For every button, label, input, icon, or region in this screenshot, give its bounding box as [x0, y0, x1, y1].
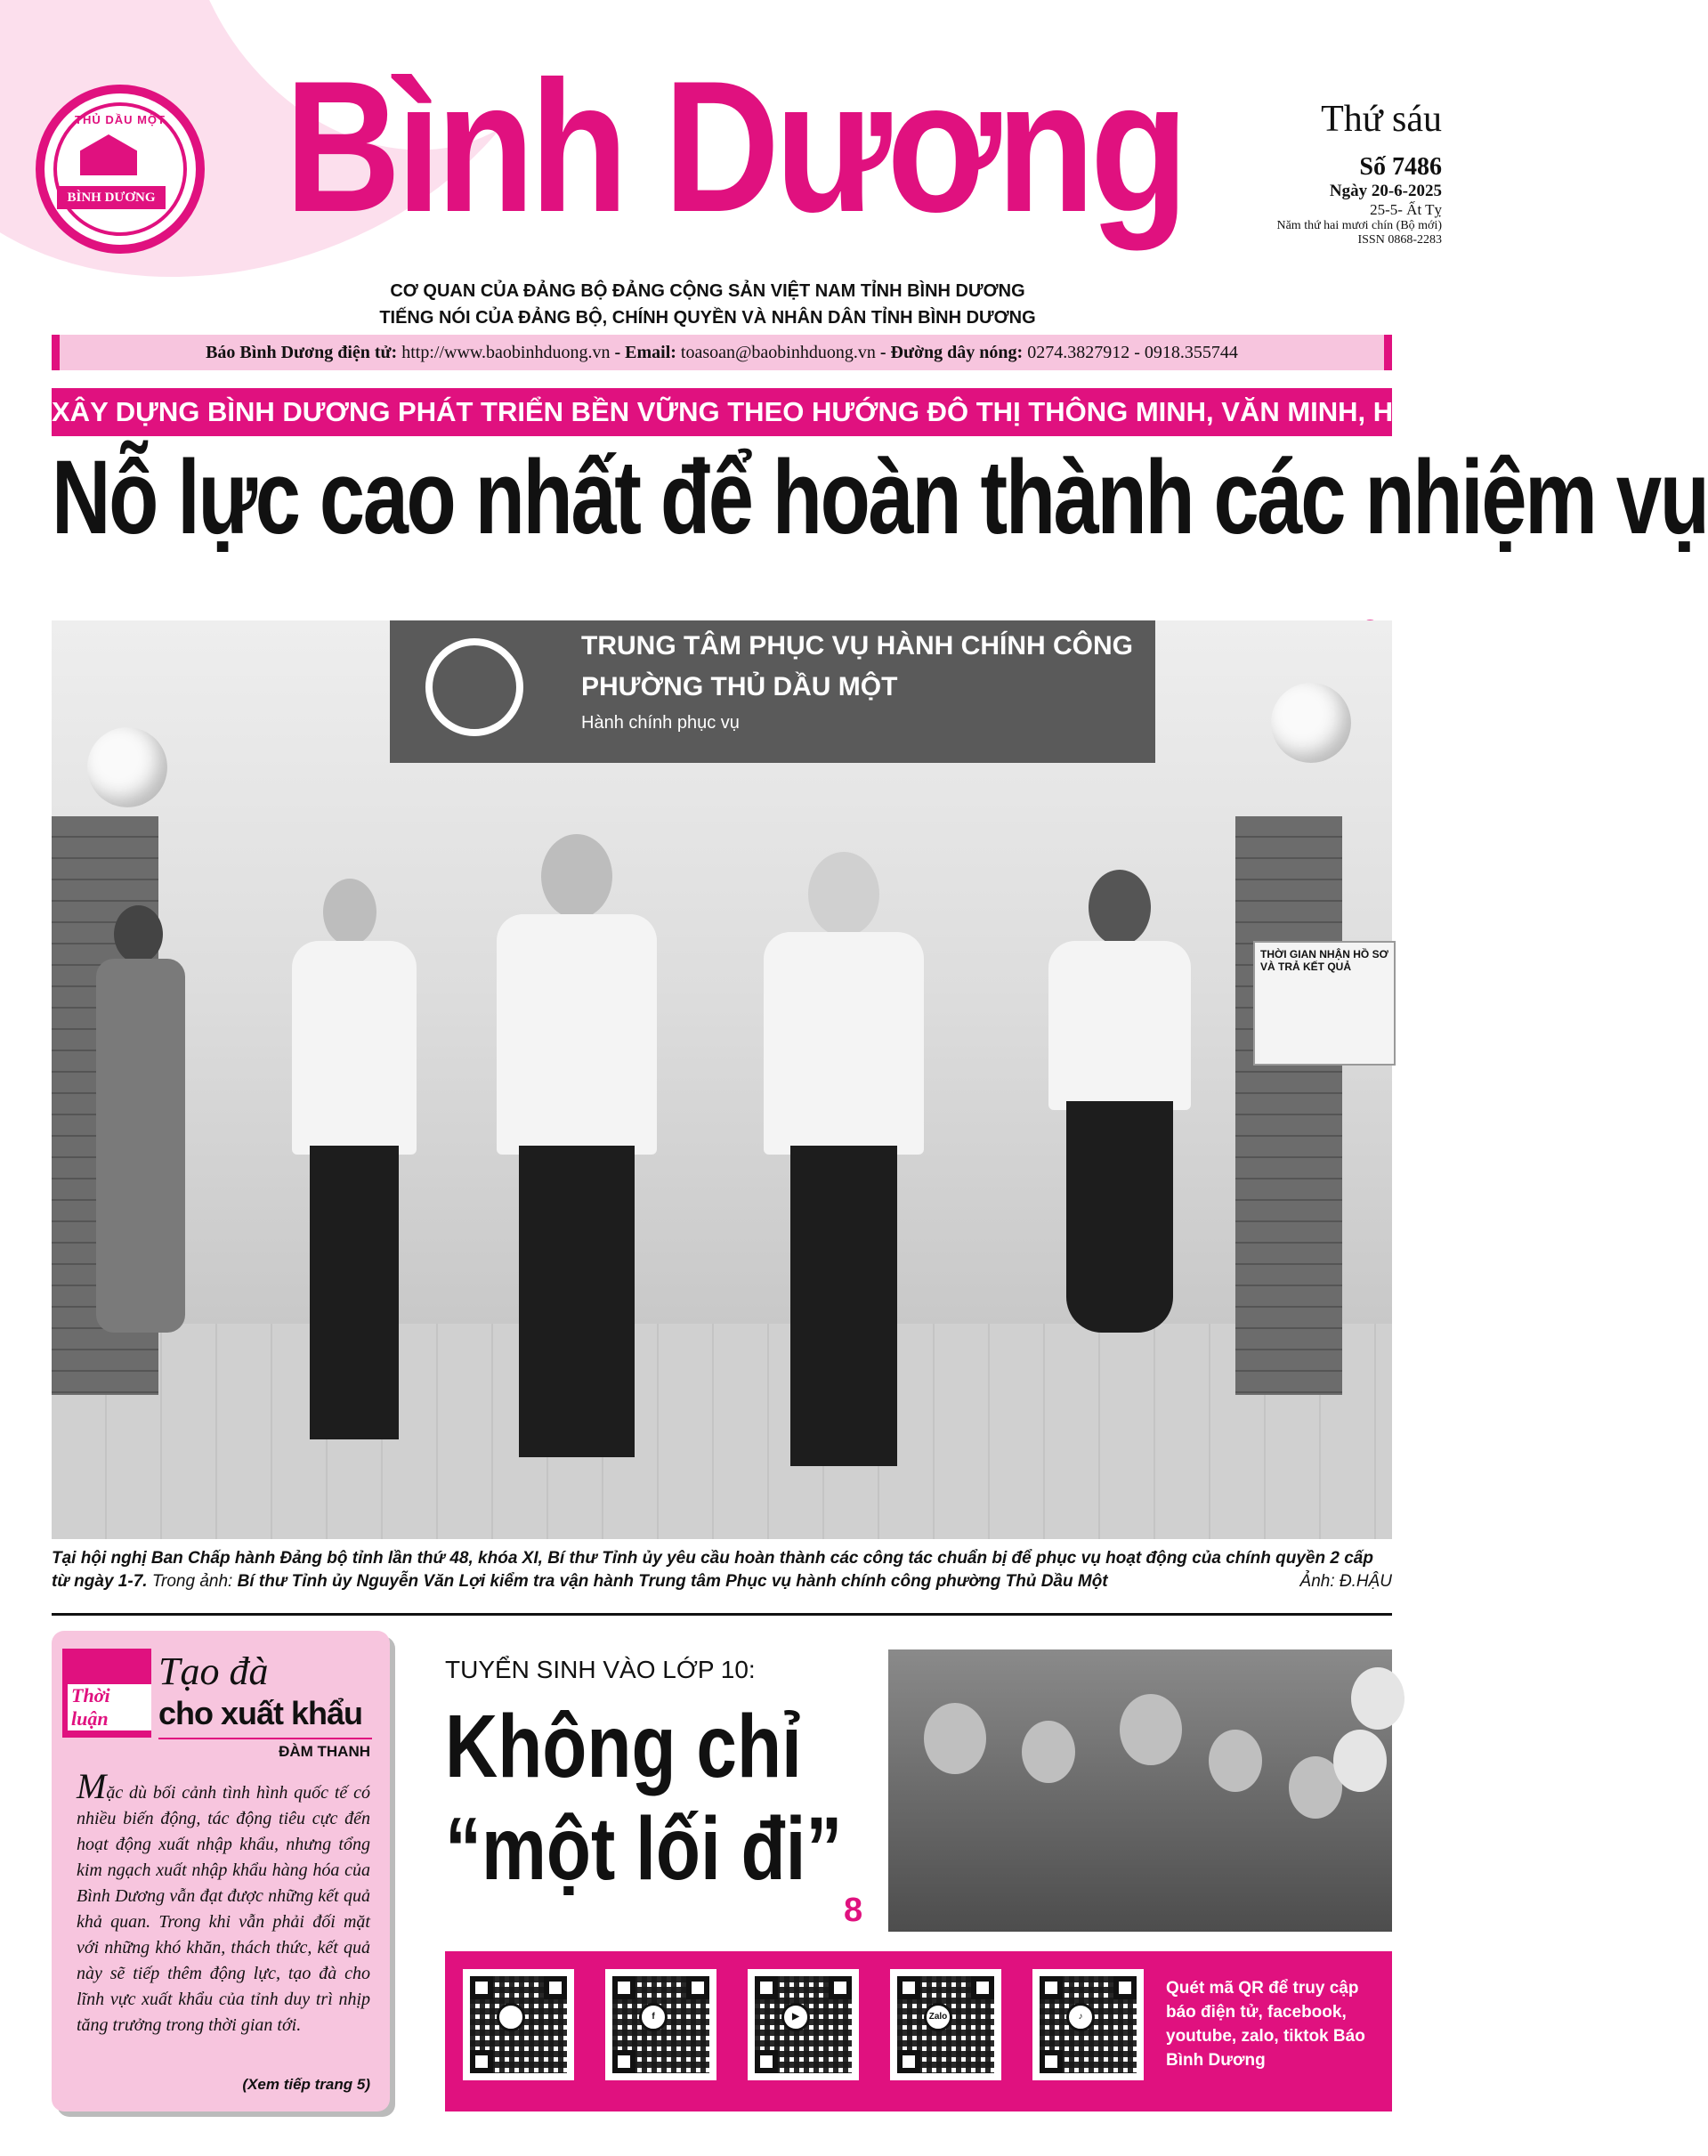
email-link[interactable]: toasoan@baobinhduong.vn — [680, 343, 876, 362]
qr-code-zalo[interactable] — [890, 1969, 1001, 2080]
hotline-label: - Đường dây nóng: — [879, 343, 1024, 362]
qr-strip — [445, 1951, 1392, 2111]
banner-line-1: TRUNG TÂM PHỤC VỤ HÀNH CHÍNH CÔNG — [581, 631, 1133, 661]
notice-board: THỜI GIAN NHẬN HỒ SƠ VÀ TRẢ KẾT QUẢ — [1253, 941, 1396, 1066]
caption-label: Trong ảnh: — [151, 1572, 233, 1591]
photo-floor — [52, 1324, 1392, 1539]
qr-code-tiktok[interactable] — [1032, 1969, 1144, 2080]
lead-headline[interactable]: Nỗ lực cao nhất để hoàn thành các nhiệm vụ — [52, 439, 1708, 556]
enrollment-page-ref[interactable]: 8 — [844, 1892, 863, 1929]
qr-code-website[interactable] — [463, 1969, 574, 2080]
column-title-line-1: Tạo đà — [158, 1649, 269, 1693]
agency-lines — [285, 278, 1130, 331]
opinion-column[interactable] — [52, 1631, 390, 2111]
zalo-icon: Zalo — [924, 2003, 952, 2031]
banner-line-3: Hành chính phục vụ — [581, 713, 740, 733]
star-emblem-icon — [425, 638, 523, 736]
brick-pillar-right — [1235, 816, 1342, 1395]
lamp-globe-left — [87, 727, 167, 807]
column-author: ĐÀM THANH — [279, 1743, 370, 1760]
e-paper-label: Báo Bình Dương điện tử: — [206, 343, 398, 362]
issue-number: Số 7486 — [1359, 153, 1442, 181]
contact-bar — [52, 335, 1392, 370]
service-center-banner — [390, 620, 1155, 763]
issue-issn: ISSN 0868-2283 — [1357, 233, 1442, 247]
enrollment-headline[interactable] — [445, 1696, 842, 1901]
column-continued-link[interactable]: (Xem tiếp trang 5) — [242, 2076, 370, 2093]
lamp-globe-right — [1271, 683, 1351, 763]
issue-date: Ngày 20-6-2025 — [1329, 182, 1442, 200]
issue-info — [1228, 98, 1442, 247]
thoi-luan-badge — [62, 1649, 151, 1738]
masthead-title: Bình Dương — [285, 42, 1185, 251]
qr-code-youtube[interactable] — [748, 1969, 859, 2080]
qr-code-facebook[interactable] — [605, 1969, 716, 2080]
enrollment-photo — [888, 1649, 1392, 1932]
issue-lunar-date: 25-5- Ất Tỵ — [1370, 201, 1442, 218]
qr-promo-text: Quét mã QR để truy cập báo điện tử, facebook, youtube, zalo, tiktok Báo Bình Dương — [1166, 1979, 1365, 2070]
photo-credit: Ảnh: Đ.HẬU — [1299, 1572, 1392, 1591]
logo-bottom-text: BÌNH DƯƠNG — [57, 186, 166, 209]
website-link[interactable]: http://www.baobinhduong.vn — [401, 343, 611, 362]
column-title-line-2: cho xuất khẩu — [158, 1695, 363, 1731]
agency-line-2: TIẾNG NÓI CỦA ĐẢNG BỘ, CHÍNH QUYỀN VÀ NHÂN DÂN TỈNH BÌNH DƯƠNG — [379, 308, 1036, 328]
email-label: - Email: — [614, 343, 676, 362]
badge-label: Thời luận — [68, 1684, 151, 1730]
hotline-number: 0274.3827912 - 0918.355744 — [1027, 343, 1238, 362]
caption-text: Bí thư Tỉnh ủy Nguyễn Văn Lợi kiểm tra vận hành Trung tâm Phục vụ hành chính công phường Thủ Dầu Một — [237, 1572, 1108, 1591]
website-icon — [497, 2003, 525, 2031]
issue-weekday: Thứ sáu — [1321, 99, 1442, 140]
tiktok-icon: ♪ — [1066, 2003, 1095, 2031]
enrollment-kicker: TUYỂN SINH VÀO LỚP 10: — [445, 1656, 756, 1683]
enrollment-headline-line-1: Không chỉ — [445, 1697, 802, 1796]
column-body: Mặc dù bối cảnh tình hình quốc tế có nhiều biến động, tác động tiêu cực đến hoạt động xuất nhập khẩu, nhưng tổng kim ngạch xuất nhập khẩu hàng hóa của Bình Dương vẫn đạt được những kết quả khả quan. Trong khi vẫn phải đối mặt với những khó khăn, thách thức, kết quả này sẽ tiếp thêm động lực, tạo đà cho lĩnh vực xuất khẩu của tỉnh duy trì nhịp tăng trưởng trong thời gian tới. — [77, 1766, 370, 2035]
banner-line-2: PHƯỜNG THỦ DẦU MỘT — [581, 672, 898, 701]
lead-kicker: XÂY DỰNG BÌNH DƯƠNG PHÁT TRIỂN BỀN VỮNG THEO HƯỚNG ĐÔ THỊ THÔNG MINH, VĂN MINH, HIỆN ĐẠI — [52, 388, 1392, 436]
enrollment-headline-line-2: “một lối đi” — [445, 1799, 843, 1899]
section-divider — [52, 1613, 1392, 1616]
agency-line-1: CƠ QUAN CỦA ĐẢNG BỘ ĐẢNG CỘNG SẢN VIỆT NAM TỈNH BÌNH DƯƠNG — [390, 281, 1025, 301]
facebook-icon: f — [639, 2003, 668, 2031]
column-title-rule — [158, 1738, 372, 1739]
caption-bold: Tại hội nghị Ban Chấp hành Đảng bộ tỉnh lần thứ 48, khóa XI, Bí thư Tỉnh ủy yêu cầu hoàn thành các công tác chuẩn bị để phục vụ hoạt động của chính quyền 2 cấp từ ngày 1-7. — [52, 1549, 1373, 1591]
lead-photo — [52, 620, 1392, 1539]
newspaper-logo — [36, 85, 205, 254]
youtube-icon: ▶ — [781, 2003, 810, 2031]
logo-top-text: THỦ DẦU MỘT — [75, 113, 166, 126]
issue-edition-year: Năm thứ hai mươi chín (Bộ mới) — [1276, 219, 1442, 232]
lead-caption — [52, 1547, 1392, 1593]
